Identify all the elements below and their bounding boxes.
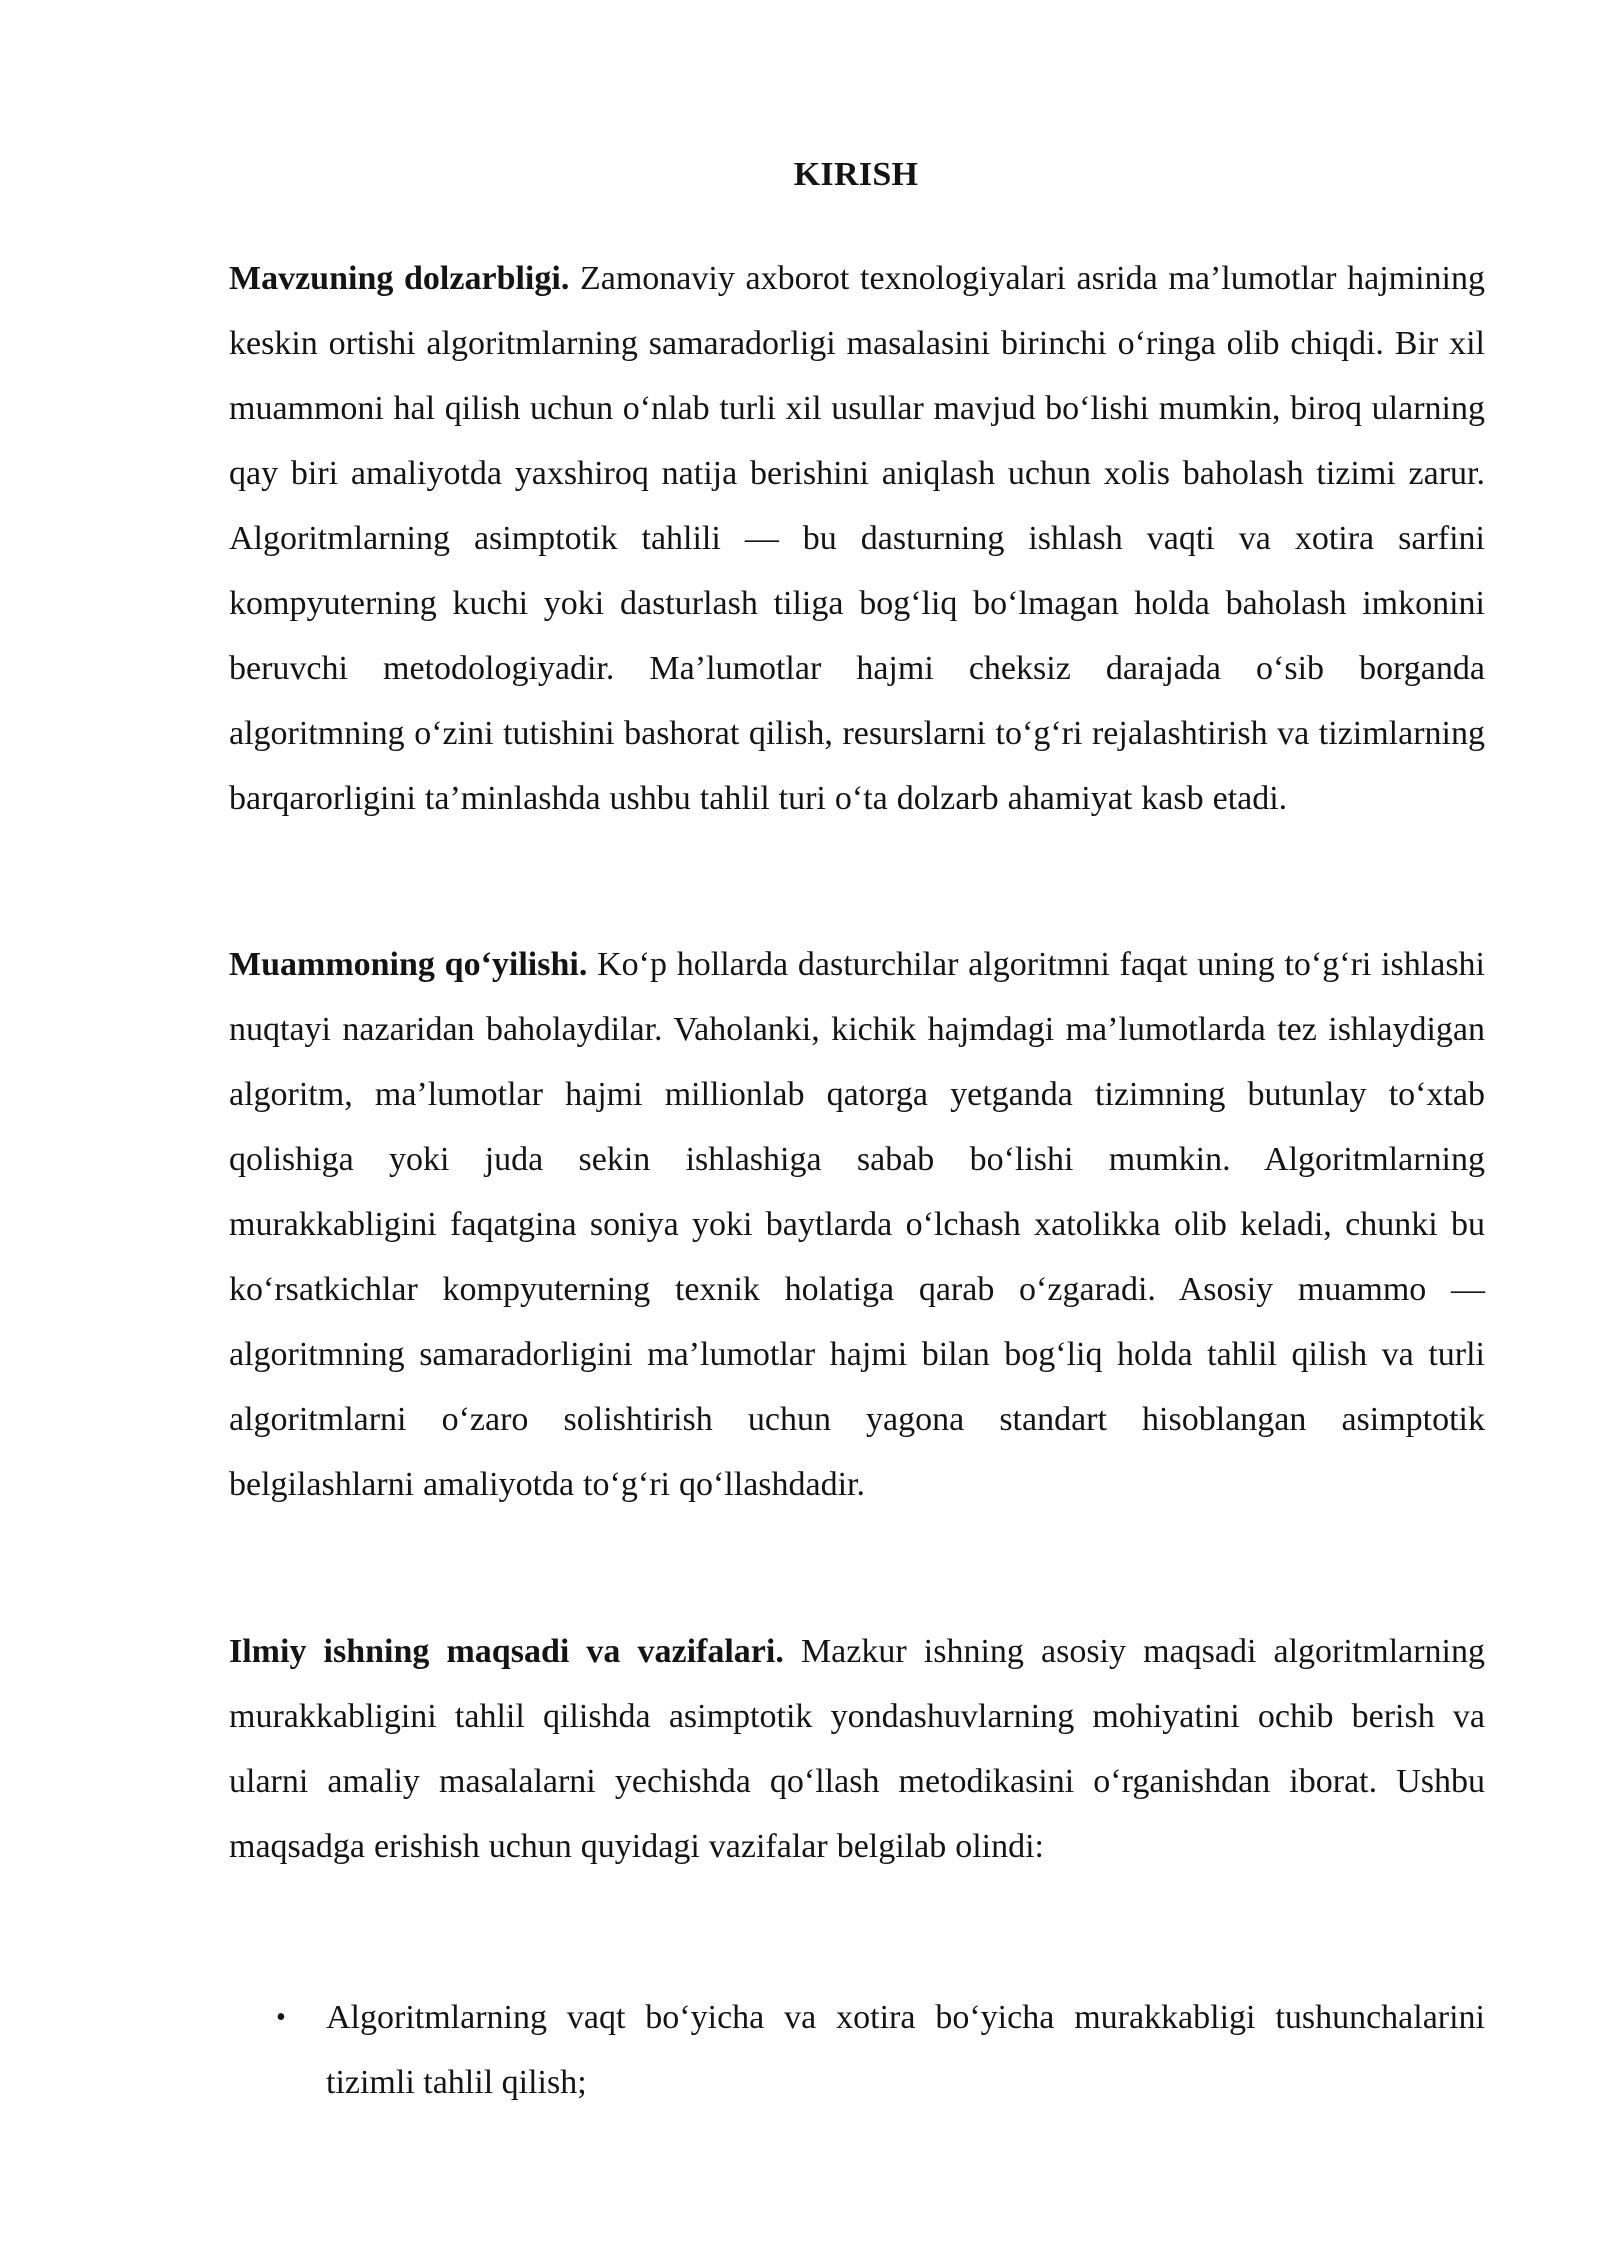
list-item	[229, 1985, 1485, 2115]
paragraph-goals	[229, 1619, 1485, 1879]
task-list	[229, 1985, 1485, 2115]
list-item-text: Algoritmlarning vaqt bo‘yicha va xotira bo‘yicha murakkabligi tushunchalarini tizimli tahlil qilish;	[326, 1999, 1485, 2101]
paragraph-lead: Muammoning qo‘yilishi.	[229, 946, 588, 983]
paragraph-lead: Mavzuning dolzarbligi.	[229, 260, 570, 297]
paragraph-text: Mazkur ishning asosiy maqsadi algoritmlarning murakkabligini tahlil qilishda asimptotik yondashuvlarning mohiyatini ochib berish va ularni amaliy masalalarni yechishda qo‘llash metodikasini o‘rganishdan iborat. Ushbu maqsadga erishish uchun quyidagi vazifalar belgilab olindi:	[229, 1633, 1486, 1865]
paragraph-text: Ko‘p hollarda dasturchilar algoritmni faqat uning to‘g‘ri ishlashi nuqtayi nazaridan baholaydilar. Vaholanki, kichik hajmdagi ma’lumotlarda tez ishlaydigan algoritm, ma’lumotlar hajmi millionlab qatorga yetganda tizimning butunlay to‘xtab qolishiga yoki juda sekin ishlashiga sabab bo‘lishi mumkin. Algoritmlarning murakkabligini faqatgina soniya yoki baytlarda o‘lchash xatolikka olib keladi, chunki bu ko‘rsatkichlar kompyuterning texnik holatiga qarab o‘zgaradi. Asosiy muammo — algoritmning samaradorligini ma’lumotlar hajmi bilan bog‘liq holda tahlil qilish va turli algoritmlarni o‘zaro solishtirish uchun yagona standart hisoblangan asimptotik belgilashlarni amaliyotda to‘g‘ri qo‘llashdadir.	[229, 946, 1485, 1503]
bullet-icon: •	[276, 2002, 286, 2033]
paragraph-problem-statement	[229, 932, 1485, 1517]
paragraph-relevance	[229, 246, 1485, 831]
paragraph-lead: Ilmiy ishning maqsadi va vazifalari.	[229, 1633, 784, 1670]
paragraph-text: Zamonaviy axborot texnologiyalari asrida ma’lumotlar hajmining keskin ortishi algoritmlarning samaradorligi masalasini birinchi o‘ringa olib chiqdi. Bir xil muammoni hal qilish uchun o‘nlab turli xil usullar mavjud bo‘lishi mumkin, biroq ularning qay biri amaliyotda yaxshiroq natija berishini aniqlash uchun xolis baholash tizimi zarur. Algoritmlarning asimptotik tahlili — bu dasturning ishlash vaqti va xotira sarfini kompyuterning kuchi yoki dasturlash tiliga bog‘liq bo‘lmagan holda baholash imkonini beruvchi metodologiyadir. Ma’lumotlar hajmi cheksiz darajada o‘sib borganda algoritmning o‘zini tutishini bashorat qilish, resurslarni to‘g‘ri rejalashtirish va tizimlarning barqarorligini ta’minlashda ushbu tahlil turi o‘ta dolzarb ahamiyat kasb etadi.	[229, 260, 1485, 817]
section-heading: KIRISH	[793, 156, 919, 193]
